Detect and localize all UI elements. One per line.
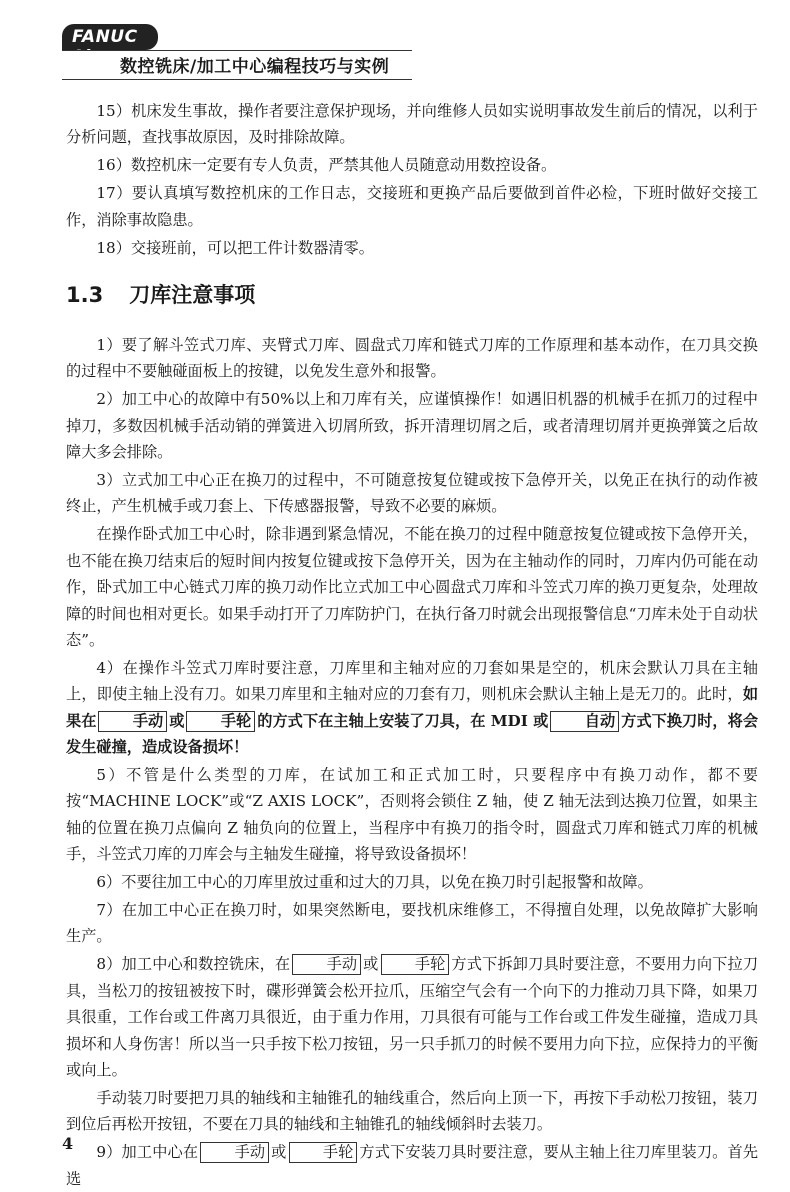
key-manual: 手动 — [200, 1142, 269, 1163]
paragraph-15: 15）机床发生事故，操作者要注意保护现场，并向维修人员如实说明事故发生前后的情况，以利于分析问题，查找事故原因，及时排除故障。 — [66, 102, 758, 147]
key-manual: 手动 — [292, 954, 361, 975]
item-2: 2）加工中心的故障中有50%以上和刀库有关，应谨慎操作！如遇旧机器的机械手在抓刀的过程中掉刀，多数因机械手活动销的弹簧进入切屑所致，拆开清理切屑之后，或者清理切屑并更换弹簧之后故障大多会排除。 — [66, 390, 758, 462]
header-rule — [62, 50, 412, 51]
key-manual: 手动 — [98, 711, 167, 732]
book-title: 数控铣床/加工中心编程技巧与实例 — [120, 57, 390, 77]
item-6: 6）不要往加工中心的刀库里放过重和过大的刀具，以免在换刀时引起报警和故障。 — [96, 873, 653, 892]
item-8: 8）加工中心和数控铣床，在 手动 或 手轮 方式下拆卸刀具时要注意，不要用力向下拉刀具，当松刀的按钮被按下时，碟形弹簧会松开拉爪，压缩空气会有一个向下的力推动刀具下降，如果刀具很重，工作台或工件离刀具很近，由于重力作用，刀具很有可能与工作台或工件发生碰撞，造成刀具损坏和人身伤害！所以当一只手按下松刀按钮，另一只手抓刀的时候不要用力向下拉，应保持力的平衡或向上。 — [66, 955, 759, 1079]
item-9: 9）加工中心在 手动 或 手轮 方式下安装刀具时要注意，要从主轴上往刀库里装刀。首先选 — [66, 1143, 759, 1188]
item-3: 3）立式加工中心正在换刀的过程中，不可随意按复位键或按下急停开关，以免正在执行的动作被终止，产生机械手或刀套上、下传感器报警，导致不必要的麻烦。 — [66, 470, 758, 516]
item-3-continuation: 在操作卧式加工中心时，除非遇到紧急情况，不能在换刀的过程中随意按复位键或按下急停开关，也不能在换刀结束后的短时间内按复位键或按下急停开关，因为在主轴动作的同时，刀库内仍可能在动作，卧式加工中心链式刀库的换刀动作比立式加工中心圆盘式刀库和斗笠式刀库的换刀更复杂，处理故障的时间也相对更长。如果手动打开了刀库防护门，在执行备刀时就会出现报警信息“刀库未处于自动状态”。 — [66, 525, 758, 649]
item-4: 4）在操作斗笠式刀库时要注意，刀库里和主轴对应的刀套如果是空的，机床会默认刀具在主轴上，即使主轴上没有刀。如果刀库里和主轴对应的刀套有刀，则机床会默认主轴上是无刀的。此时，如果在 手动 或 手轮 的方式下在主轴上安装了刀具，在 MDI 或 自动 方式下换刀时，将会发生碰撞，造成设备损坏！ — [66, 658, 759, 757]
header-underline — [62, 79, 412, 80]
section-title: 刀库注意事项 — [129, 282, 256, 307]
item-7: 7）在加工中心正在换刀时，如果突然断电，要找机床维修工，不得擅自处理，以免故障扩大影响生产。 — [66, 900, 758, 946]
paragraph-18: 18）交接班前，可以把工件计数器清零。 — [96, 238, 374, 257]
key-handwheel: 手轮 — [381, 954, 450, 975]
page-number: 4 — [62, 1134, 74, 1153]
item-8-continuation: 手动装刀时要把刀具的轴线和主轴锥孔的轴线重合，然后向上顶一下，再按下手动松刀按钮，装刀到位后再松开按钮，不要在刀具的轴线和主轴锥孔的轴线倾斜时去装刀。 — [66, 1088, 758, 1134]
series-badge-label: FANUC 0i — [72, 27, 138, 67]
paragraph-17: 17）要认真填写数控机床的工作日志，交接班和更换产品后要做到首件必检，下班时做好交接工作，消除事故隐患。 — [66, 184, 758, 229]
section-heading — [66, 280, 758, 310]
item-1: 1）要了解斗笠式刀库、夹臂式刀库、圆盘式刀库和链式刀库的工作原理和基本动作，在刀具交换的过程中不要触碰面板上的按键，以免发生意外和报警。 — [66, 335, 758, 381]
key-handwheel: 手轮 — [186, 711, 255, 732]
key-handwheel: 手轮 — [289, 1142, 358, 1163]
page-content — [66, 98, 758, 1192]
paragraph-16: 16）数控机床一定要有专人负责，严禁其他人员随意动用数控设备。 — [96, 156, 557, 175]
key-auto: 自动 — [550, 711, 619, 732]
series-badge — [62, 24, 158, 67]
section-number: 1.3 — [66, 282, 104, 307]
item-5: 5）不管是什么类型的刀库，在试加工和正式加工时，只要程序中有换刀动作，都不要按“MACHINE LOCK”或“Z AXIS LOCK”，否则将会锁住 Z 轴，使 Z 轴无法到达换刀位置，如果主轴的位置在换刀点偏向 Z 轴负向的位置上，当程序中有换刀的指令时，圆盘式刀库和链式刀库的机械手，斗笠式刀库的刀库会与主轴发生碰撞，将导致设备损坏！ — [66, 765, 758, 864]
